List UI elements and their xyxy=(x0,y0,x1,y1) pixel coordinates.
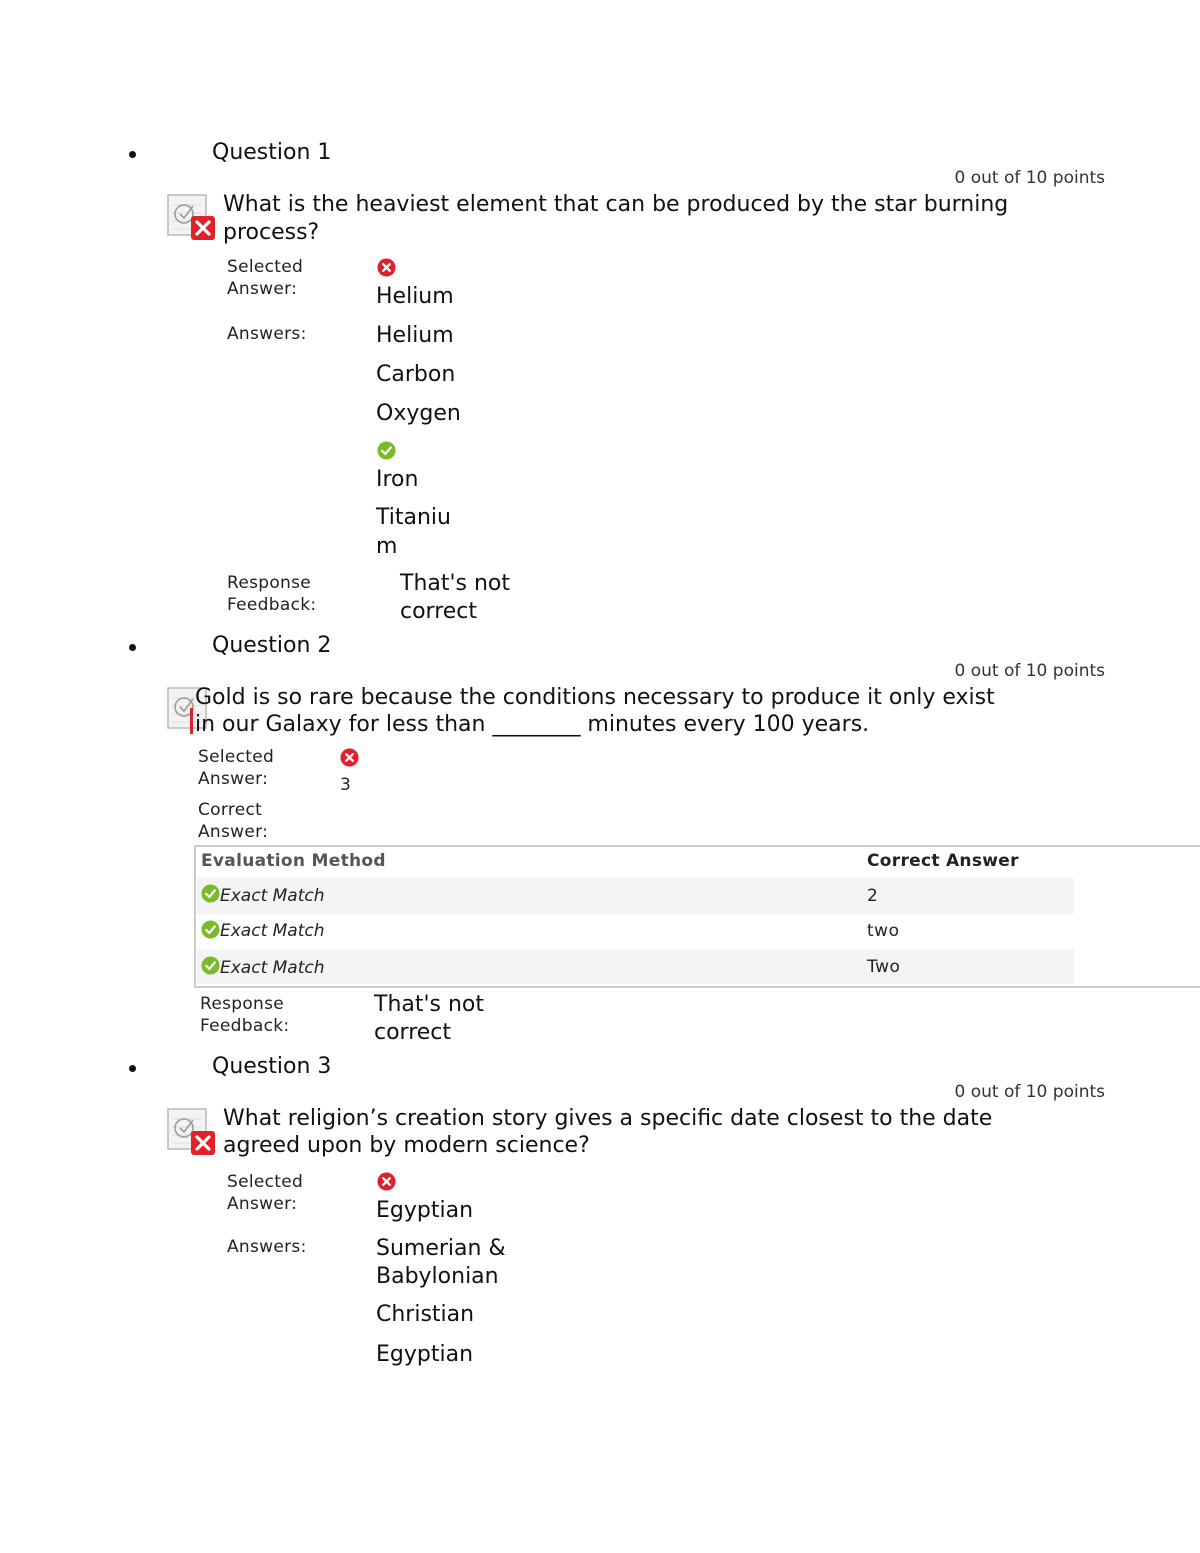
question-1-text-line-1: What is the heaviest element that can be produced by the star burning xyxy=(223,192,1009,217)
answer-option: Titaniu xyxy=(376,505,451,530)
response-feedback: That's not correct xyxy=(400,571,511,624)
question-2-points: 0 out of 10 points xyxy=(954,661,1105,681)
correct-check-icon xyxy=(377,441,396,460)
question-3-title: Question 3 xyxy=(212,1054,332,1079)
bullet xyxy=(129,1065,136,1072)
selected-answer: Helium xyxy=(376,284,454,309)
incorrect-x-icon xyxy=(191,216,215,240)
answer-option: Egyptian xyxy=(376,1342,474,1367)
incorrect-circle-icon xyxy=(340,748,359,767)
correct-check-icon xyxy=(201,956,220,975)
response-feedback-label: Response Feedback: xyxy=(227,573,317,615)
selected-answer: 3 xyxy=(340,775,351,795)
question-3-text-line-2: agreed upon by modern science? xyxy=(223,1133,590,1158)
incorrect-marker xyxy=(190,708,193,734)
answer-option: Carbon xyxy=(376,362,456,387)
incorrect-x-icon xyxy=(191,1131,215,1155)
correct-answer-value: two xyxy=(867,921,900,941)
selected-answer: Egyptian xyxy=(376,1198,474,1223)
bullet xyxy=(129,644,136,651)
selected-answer-label: Selected Answer: xyxy=(227,1172,304,1214)
table-row xyxy=(197,878,1074,914)
answer-option-correct: Iron xyxy=(376,467,419,492)
answer-option-wrap: Babylonian xyxy=(376,1264,499,1289)
answers-label: Answers: xyxy=(227,1237,307,1257)
response-feedback: That's not correct xyxy=(374,992,485,1045)
incorrect-circle-icon xyxy=(377,258,396,277)
question-2-text-line-2: in our Galaxy for less than ________ minutes every 100 years. xyxy=(195,712,870,737)
correct-check-icon xyxy=(201,920,220,939)
evaluation-method-header: Evaluation Method xyxy=(201,851,386,871)
answer-option: Oxygen xyxy=(376,401,461,426)
question-2-title: Question 2 xyxy=(212,633,332,658)
table-row xyxy=(197,949,1074,984)
answer-option: Christian xyxy=(376,1302,475,1327)
answer-option-wrap: m xyxy=(376,534,398,559)
correct-answer-label: Correct Answer: xyxy=(198,800,269,842)
question-1-points: 0 out of 10 points xyxy=(954,168,1105,188)
answers-label: Answers: xyxy=(227,324,307,344)
correct-answer-value: Two xyxy=(867,957,901,977)
selected-answer-label: Selected Answer: xyxy=(227,257,304,299)
question-2-text-line-1: Gold is so rare because the conditions necessary to produce it only exist xyxy=(195,685,995,710)
selected-answer-label: Selected Answer: xyxy=(198,747,275,789)
answer-option: Helium xyxy=(376,323,454,348)
evaluation-method: Exact Match xyxy=(220,958,325,978)
evaluation-method: Exact Match xyxy=(220,886,325,906)
question-3-text-line-1: What religion’s creation story gives a specific date closest to the date xyxy=(223,1106,993,1131)
evaluation-method: Exact Match xyxy=(220,921,325,941)
correct-answer-value: 2 xyxy=(867,886,879,906)
bullet xyxy=(129,151,136,158)
response-feedback-label: Response Feedback: xyxy=(200,994,290,1036)
correct-check-icon xyxy=(201,884,220,903)
question-1-title: Question 1 xyxy=(212,140,332,165)
correct-answer-header: Correct Answer xyxy=(867,851,1019,871)
question-1-text-line-2: process? xyxy=(223,220,320,245)
incorrect-circle-icon xyxy=(377,1172,396,1191)
answer-option: Sumerian & xyxy=(376,1236,506,1261)
question-3-points: 0 out of 10 points xyxy=(954,1082,1105,1102)
